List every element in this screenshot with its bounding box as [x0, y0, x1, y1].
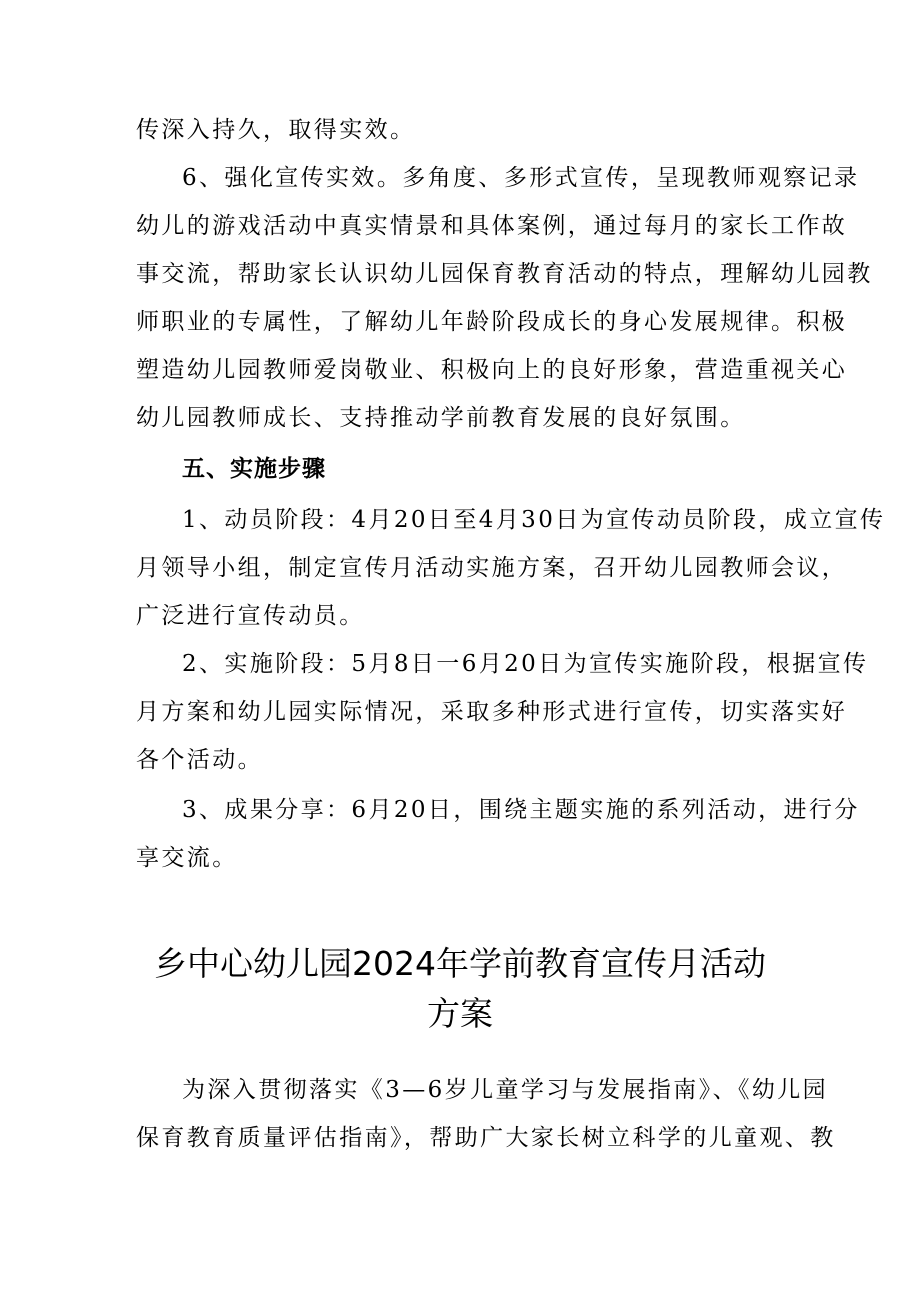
paragraph-line: 为深入贯彻落实《3—6岁儿童学习与发展指南》、《幼儿园: [182, 1077, 829, 1103]
paragraph-line: 月方案和幼儿园实际情况，采取多种形式进行宣传，切实落实好: [136, 699, 848, 725]
paragraph-line: 2、实施阶段：5月8日一6月20日为宣传实施阶段，根据宣传: [182, 651, 869, 677]
paragraph-line: 幼儿的游戏活动中真实情景和具体案例，通过每月的家长工作故: [136, 213, 848, 239]
paragraph-line: 塑造幼儿园教师爱岗敬业、积极向上的良好形象，营造重视关心: [136, 357, 848, 383]
document-title-continued: 方案: [427, 994, 493, 1033]
paragraph-line: 师职业的专属性，了解幼儿年龄阶段成长的身心发展规律。积极: [136, 309, 848, 335]
paragraph-line: 幼儿园教师成长、支持推动学前教育发展的良好氛围。: [136, 405, 746, 431]
document-title: 乡中心幼儿园2024年学前教育宣传月活动: [154, 944, 766, 983]
paragraph-line: 各个活动。: [136, 747, 263, 773]
paragraph-line: 3、成果分享：6月20日，围绕主题实施的系列活动，进行分: [182, 797, 860, 823]
paragraph-line: 1、动员阶段：4月20日至4月30日为宣传动员阶段，成立宣传: [182, 507, 886, 533]
paragraph-line: 保育教育质量评估指南》，帮助广大家长树立科学的儿童观、教: [136, 1125, 836, 1151]
paragraph-line: 6、强化宣传实效。多角度、多形式宣传，呈现教师观察记录: [182, 165, 860, 191]
section-heading: 五、实施步骤: [182, 456, 326, 482]
paragraph-line: 事交流，帮助家长认识幼儿园保育教育活动的特点，理解幼儿园教: [136, 261, 873, 287]
paragraph-line: 传深入持久，取得实效。: [136, 117, 416, 143]
paragraph-line: 月领导小组，制定宣传月活动实施方案，召开幼儿园教师会议，: [136, 555, 848, 581]
paragraph-line: 广泛进行宣传动员。: [136, 603, 365, 629]
paragraph-line: 享交流。: [136, 845, 238, 871]
